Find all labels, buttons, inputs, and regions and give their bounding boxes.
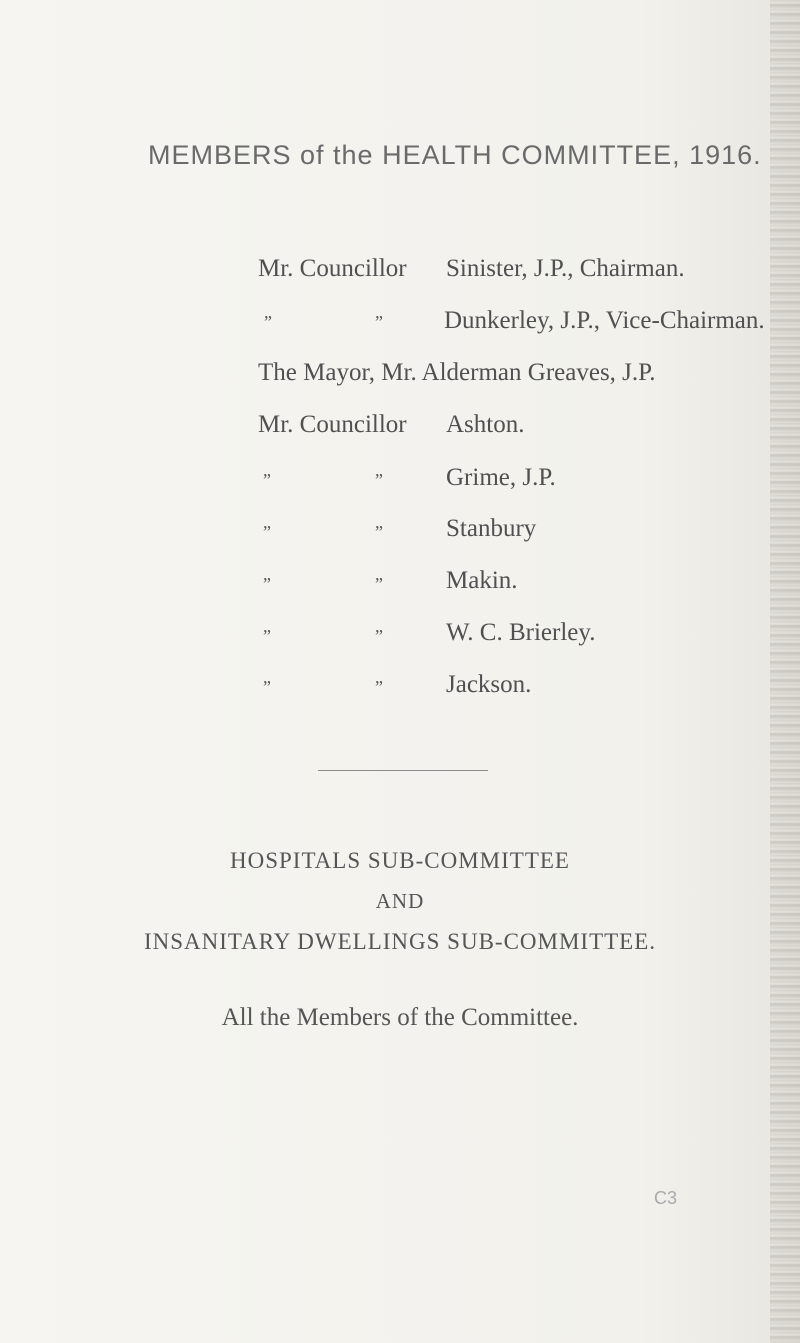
member-9-name: Jackson. — [446, 671, 532, 698]
member-9-ditto-2: ” — [375, 677, 383, 697]
section-divider — [318, 770, 488, 771]
member-8-name: W. C. Brierley. — [446, 619, 596, 646]
sub-committee-note: All the Members of the Committee. — [221, 1004, 579, 1031]
sub-committee-heading-2: INSANITARY DWELLINGS SUB-COMMITTEE. — [143, 929, 657, 954]
member-9-ditto-1: ” — [263, 677, 271, 697]
member-7-name: Makin. — [446, 567, 518, 594]
member-5-ditto-1: ” — [263, 470, 271, 490]
sub-committee-heading-1: HOSPITALS SUB-COMMITTEE — [230, 848, 570, 873]
member-6-ditto-1: ” — [263, 522, 271, 542]
member-7-ditto-2: ” — [375, 574, 383, 594]
member-7-ditto-1: ” — [263, 574, 271, 594]
member-1-prefix: Mr. Councillor — [258, 255, 407, 282]
member-6-ditto-2: ” — [375, 522, 383, 542]
member-2-name: Dunkerley, J.P., Vice-Chairman. — [444, 307, 765, 334]
member-8-ditto-2: ” — [375, 626, 383, 646]
member-5-name: Grime, J.P. — [446, 464, 556, 491]
page-edge — [770, 0, 800, 1343]
page-number: C3 — [654, 1188, 678, 1208]
document-title: MEMBERS of the HEALTH COMMITTEE, 1916. — [148, 140, 762, 170]
member-6-name: Stanbury — [446, 515, 537, 542]
member-8-ditto-1: ” — [263, 626, 271, 646]
member-5-ditto-2: ” — [375, 470, 383, 490]
member-3-line: The Mayor, Mr. Alderman Greaves, J.P. — [258, 359, 656, 386]
sub-committee-heading-and: AND — [375, 889, 425, 913]
member-1-name: Sinister, J.P., Chairman. — [446, 255, 685, 282]
member-2-ditto-2: ” — [375, 312, 383, 332]
member-2-ditto-1: ” — [264, 312, 272, 332]
member-4-prefix: Mr. Councillor — [258, 411, 407, 438]
member-4-name: Ashton. — [446, 411, 525, 438]
